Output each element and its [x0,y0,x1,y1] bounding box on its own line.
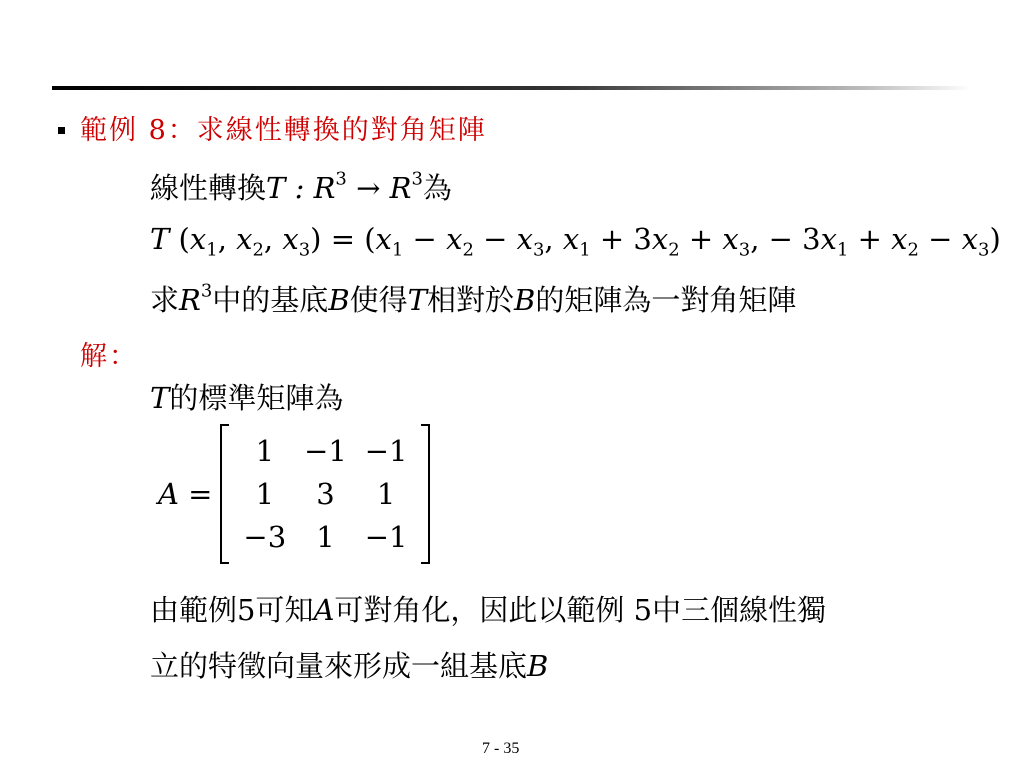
basis-B: B [527,649,549,683]
matrix-brackets [220,424,430,564]
is-text: 為 [422,171,452,205]
formula-part: + [848,222,892,256]
formula-sub: 3 [978,239,990,261]
formula-part: ) = ( [310,222,376,256]
formula-sub: 1 [391,239,404,261]
example-heading: 範例 8：求線性轉換的對角矩陣 [80,115,487,146]
formula-var: x [236,222,253,256]
arrow-symbol: → [356,171,381,205]
matrix-cell: −1 [304,434,347,469]
formula-var: x [516,222,533,256]
formula-part: + 3 [590,222,652,256]
matrix-A-ref: A [313,593,335,627]
formula-var: x [722,222,739,256]
formula-sub: 3 [738,239,751,261]
linear-transform-text: 線性轉換 [150,171,267,205]
problem-line-3 [150,278,796,319]
formula-part: , [217,222,237,256]
conclusion-line-1 [150,588,826,629]
text-part: 立的特徵向量來形成一組基底 [150,649,528,683]
transform-T: T [407,283,427,317]
matrix-cells [234,430,416,558]
text-part: 使得 [349,283,408,317]
matrix-cell: 3 [316,476,335,511]
exponent: 3 [335,168,347,190]
formula-part: ( [169,222,190,256]
formula-part: ) [989,222,1001,256]
formula-sub: 3 [532,239,545,261]
exponent: 3 [200,280,213,302]
transform-T: T [150,381,170,415]
bullet-square [58,127,65,134]
formula-part: − [473,222,517,256]
matrix-cell: 1 [255,434,275,469]
formula-var: x [651,222,669,256]
matrix-cell: 1 [316,519,335,554]
matrix-cell: 1 [255,476,275,511]
formula-var: x [820,222,837,256]
basis-B: B [328,283,350,317]
matrix-cell: −3 [243,519,287,554]
exponent: 3 [411,168,423,190]
transformation-formula [150,222,1001,261]
conclusion-line-2 [150,644,548,685]
formula-sub: 2 [668,239,680,261]
matrix-cell: 1 [376,476,396,511]
text-part: 可對角化，因此以範例 5中三個線性獨 [334,593,827,627]
formula-var: x [446,222,463,256]
matrix-label: A = [158,477,213,511]
matrix-cell: −1 [364,434,408,469]
formula-var: x [189,222,207,256]
problem-line-1 [150,166,452,207]
standard-matrix-text: 的標準矩陣為 [169,381,344,415]
solution-label: 解： [80,341,138,372]
formula-part: , [544,222,563,256]
formula-T: T [150,222,170,256]
text-part: 相對於 [426,283,514,317]
formula-part: + [679,222,723,256]
matrix-A [158,424,430,564]
codomain: R [389,171,412,205]
text-part: 的矩陣為一對角矩陣 [535,283,797,317]
formula-sub: 2 [907,239,919,261]
page-number: 7 - 35 [482,740,520,757]
formula-var: x [891,222,908,256]
text-part: 中的基底 [212,283,329,317]
title-divider [52,86,972,90]
text-part: 由範例5可知 [150,593,314,627]
formula-sub: 1 [579,239,591,261]
formula-var: x [282,222,299,256]
matrix-cell: −1 [364,519,408,554]
formula-part: , − 3 [750,222,821,256]
formula-part: − [403,222,447,256]
formula-sub: 1 [206,239,218,261]
text-part: 求 [150,283,180,317]
formula-part: − [918,222,962,256]
formula-sub: 1 [836,239,849,261]
formula-sub: 2 [252,239,264,261]
formula-var: x [375,222,392,256]
formula-var: x [961,222,979,256]
standard-matrix-line [150,376,343,417]
basis-B: B [514,283,536,317]
map-signature: T : R [266,171,336,205]
formula-var: x [562,222,580,256]
space-R: R [179,283,201,317]
formula-part: , [263,222,283,256]
formula-sub: 3 [298,239,311,261]
formula-sub: 2 [462,239,474,261]
